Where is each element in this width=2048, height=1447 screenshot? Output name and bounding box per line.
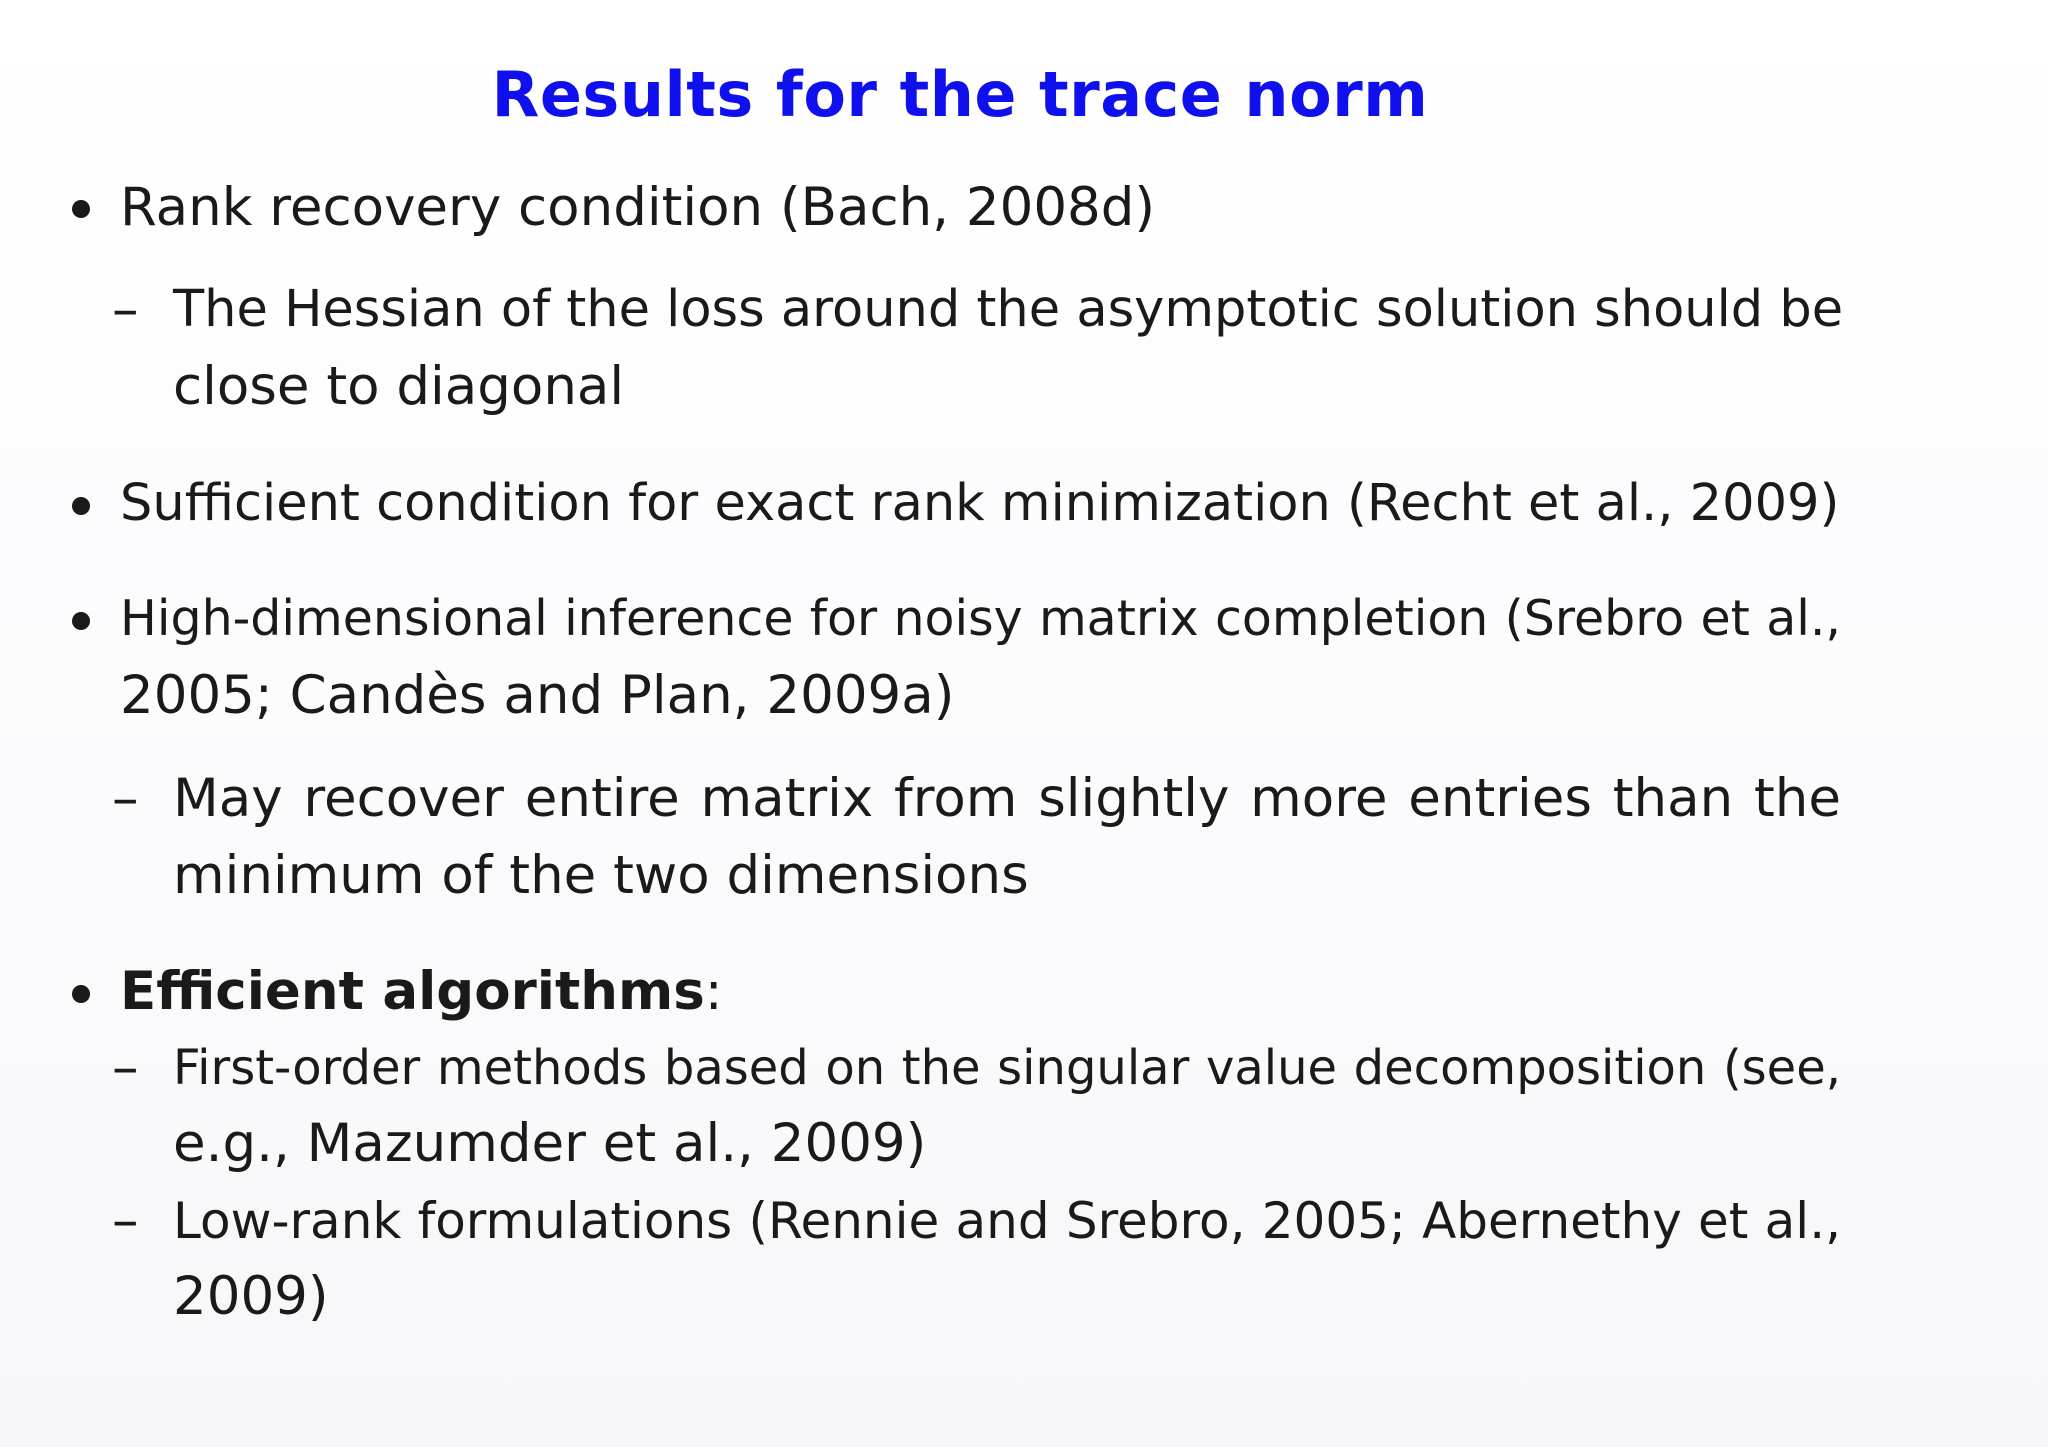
bullet-1-sub-1-line-1: The Hessian of the loss around the asymptotic solution should be xyxy=(173,280,1844,339)
bullet-1-text: Rank recovery condition (Bach, 2008d) xyxy=(120,177,1156,238)
slide-title: Results for the trace norm xyxy=(491,58,1429,131)
bullet-4-sub-1-line-1: First-order methods based on the singular value decomposition (see, xyxy=(173,1040,1841,1096)
bullet-3-sub-1-dash: – xyxy=(112,768,139,829)
bullet-1-sub-1-line-2: close to diagonal xyxy=(173,356,625,417)
bullet-2-text: Sufficient condition for exact rank minimization (Recht et al., 2009) xyxy=(120,474,1840,533)
bullet-4-sub-1-line-2: e.g., Mazumder et al., 2009) xyxy=(173,1113,927,1174)
bullet-1-sub-1-dash: – xyxy=(112,279,139,340)
bullet-4-marker xyxy=(72,985,90,1003)
bullet-2-marker xyxy=(72,497,90,515)
bullet-4-suffix: : xyxy=(704,961,723,1022)
bullet-3-marker xyxy=(72,612,90,630)
bullet-4-text xyxy=(120,960,723,1024)
bullet-4-sub-1-dash: – xyxy=(112,1037,139,1098)
bullet-4-sub-2-line-2: 2009) xyxy=(173,1266,329,1327)
bullet-3-sub-1-line-1: May recover entire matrix from slightly more entries than the xyxy=(173,768,1841,829)
bullet-1-marker xyxy=(72,200,90,218)
bullet-4-sub-2-line-1: Low-rank formulations (Rennie and Srebro, 2005; Abernethy et al., xyxy=(173,1192,1841,1250)
bullet-3-sub-1-line-2: minimum of the two dimensions xyxy=(173,845,1029,906)
bullet-3-line-2: 2005; Candès and Plan, 2009a) xyxy=(120,665,955,726)
bullet-3-line-1: High-dimensional inference for noisy matrix completion (Srebro et al., xyxy=(120,590,1841,647)
bullet-4-bold-text: Efficient algorithms xyxy=(120,961,705,1022)
bullet-4-sub-2-dash: – xyxy=(112,1190,139,1251)
